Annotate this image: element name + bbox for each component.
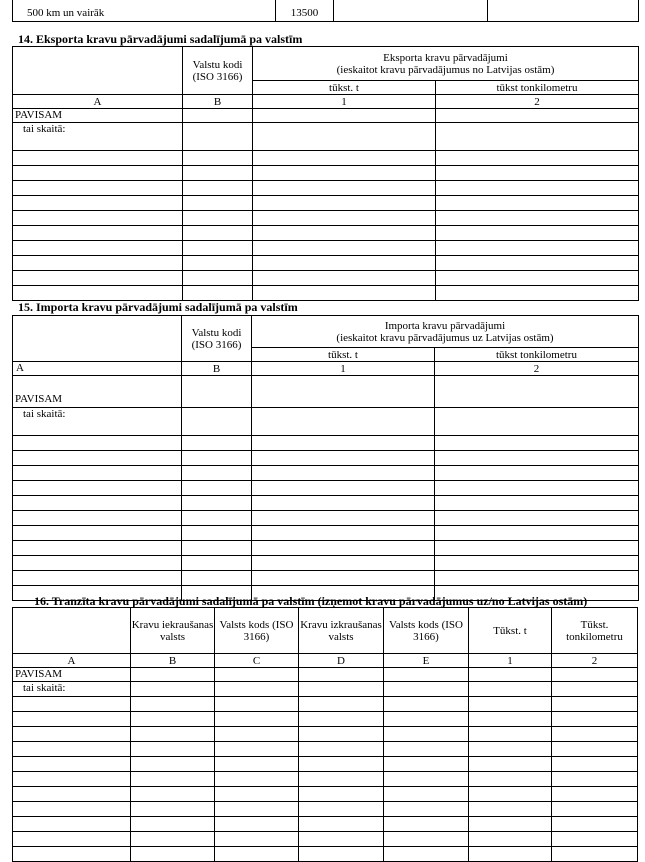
data-cell[interactable] — [253, 226, 436, 241]
data-cell[interactable] — [469, 787, 552, 802]
table-row — [13, 787, 638, 802]
table-row — [13, 226, 639, 241]
import-group-header — [252, 316, 639, 348]
data-cell[interactable] — [384, 668, 469, 682]
table-row — [13, 151, 639, 166]
data-cell[interactable] — [435, 571, 639, 586]
data-cell[interactable] — [384, 757, 469, 772]
data-cell[interactable] — [13, 451, 182, 466]
data-cell[interactable] — [183, 256, 253, 271]
data-cell[interactable] — [469, 802, 552, 817]
col-letter-2: 2 — [436, 95, 639, 109]
data-cell[interactable] — [13, 511, 182, 526]
data-cell[interactable] — [215, 682, 299, 697]
data-cell[interactable] — [131, 772, 215, 787]
export-group-header — [253, 47, 639, 81]
table-row — [13, 541, 639, 556]
data-cell[interactable] — [469, 727, 552, 742]
total-tkm-cell[interactable] — [436, 109, 639, 123]
data-cell[interactable] — [469, 668, 552, 682]
total-tkm-cell[interactable] — [435, 376, 639, 408]
data-cell[interactable] — [469, 757, 552, 772]
data-cell[interactable] — [13, 556, 182, 571]
top-continuation-table — [12, 0, 639, 22]
col-letter-d: D — [299, 654, 384, 668]
data-cell[interactable] — [435, 496, 639, 511]
table-row — [13, 526, 639, 541]
data-cell[interactable] — [252, 511, 435, 526]
table-row — [13, 757, 638, 772]
data-cell[interactable] — [552, 712, 638, 727]
data-cell[interactable] — [469, 817, 552, 832]
loading-country-header: Kravu iekraušanas valsts — [131, 608, 215, 654]
data-cell[interactable] — [253, 181, 436, 196]
data-cell[interactable] — [131, 832, 215, 847]
top-row-label: 500 km un vairāk — [13, 0, 276, 22]
col-letter-2: 2 — [435, 362, 639, 376]
data-cell[interactable] — [131, 847, 215, 862]
data-cell[interactable] — [252, 436, 435, 451]
col-letter-2: 2 — [552, 654, 638, 668]
table-row — [13, 832, 638, 847]
section-16-title: 16. Tranzīta kravu pārvadājumi sadalījumā pa valstīm (izņemot kravu pārvadājumus uz/no Latvijas ostām) — [34, 594, 588, 608]
col-letter-a: A — [13, 362, 182, 376]
loading-country-code-header: Valsts kods (ISO 3166) — [215, 608, 299, 654]
data-cell[interactable] — [436, 271, 639, 286]
data-cell[interactable] — [299, 712, 384, 727]
unloading-country-code-header: Valsts kods (ISO 3166) — [384, 608, 469, 654]
data-cell[interactable] — [182, 571, 252, 586]
data-cell[interactable] — [384, 817, 469, 832]
col-thousand-tkm: Tūkst. tonkilometru — [552, 608, 638, 654]
data-cell[interactable] — [469, 712, 552, 727]
unloading-country-header: Kravu izkraušanas valsts — [299, 608, 384, 654]
data-cell[interactable] — [13, 571, 182, 586]
data-cell[interactable] — [13, 226, 183, 241]
import-group-subtitle: (ieskaitot kravu pārvadājumus uz Latvijas ostām) — [336, 331, 554, 344]
data-cell[interactable] — [384, 742, 469, 757]
data-cell[interactable] — [253, 256, 436, 271]
data-cell[interactable] — [436, 226, 639, 241]
data-cell[interactable] — [13, 697, 131, 712]
data-cell[interactable] — [436, 256, 639, 271]
data-cell[interactable] — [252, 541, 435, 556]
total-row-label: PAVISAM — [13, 109, 183, 123]
table-row — [13, 742, 638, 757]
table-row — [13, 196, 639, 211]
data-cell[interactable] — [13, 166, 183, 181]
table-row — [13, 256, 639, 271]
total-tonnes-cell[interactable] — [252, 376, 435, 408]
data-cell[interactable] — [436, 211, 639, 226]
data-cell[interactable] — [131, 712, 215, 727]
data-cell[interactable] — [182, 481, 252, 496]
data-cell[interactable] — [131, 757, 215, 772]
data-cell[interactable] — [183, 151, 253, 166]
data-cell[interactable] — [299, 817, 384, 832]
table-row — [13, 271, 639, 286]
data-cell[interactable] — [436, 286, 639, 301]
data-cell[interactable] — [182, 556, 252, 571]
section-15-table — [12, 315, 639, 601]
col-letter-c: C — [215, 654, 299, 668]
data-cell[interactable] — [435, 511, 639, 526]
data-cell[interactable] — [182, 511, 252, 526]
total-tonnes-cell[interactable] — [253, 109, 436, 123]
data-cell[interactable] — [252, 571, 435, 586]
col-letter-a: A — [13, 654, 131, 668]
data-cell[interactable] — [384, 787, 469, 802]
data-cell[interactable] — [13, 787, 131, 802]
data-cell[interactable] — [552, 742, 638, 757]
col-thousand-tonnes: tūkst. t — [252, 348, 435, 362]
data-cell[interactable] — [215, 772, 299, 787]
col-letter-b: B — [183, 95, 253, 109]
data-cell[interactable] — [552, 787, 638, 802]
data-cell[interactable] — [182, 496, 252, 511]
col-thousand-tkm: tūkst tonkilometru — [436, 81, 639, 95]
data-cell[interactable] — [552, 772, 638, 787]
table-row — [13, 556, 639, 571]
data-cell[interactable] — [131, 668, 215, 682]
data-cell[interactable] — [13, 256, 183, 271]
data-cell[interactable] — [182, 541, 252, 556]
data-cell[interactable] — [384, 802, 469, 817]
data-cell[interactable] — [435, 466, 639, 481]
table-row — [13, 451, 639, 466]
data-cell[interactable] — [13, 712, 131, 727]
of-which-label: tai skaitā: — [13, 408, 182, 436]
data-cell[interactable] — [436, 241, 639, 256]
data-cell[interactable] — [215, 742, 299, 757]
data-cell[interactable] — [182, 408, 252, 436]
data-cell[interactable] — [299, 727, 384, 742]
data-cell[interactable] — [436, 151, 639, 166]
data-cell[interactable] — [183, 181, 253, 196]
data-cell[interactable] — [183, 271, 253, 286]
table-row — [13, 571, 639, 586]
table-row — [13, 496, 639, 511]
top-row-value: 13500 — [276, 0, 334, 22]
data-cell[interactable] — [131, 787, 215, 802]
data-cell[interactable] — [252, 481, 435, 496]
top-row-cell[interactable] — [334, 0, 488, 22]
table-row — [13, 802, 638, 817]
data-cell[interactable] — [13, 757, 131, 772]
data-cell[interactable] — [435, 481, 639, 496]
data-cell[interactable] — [13, 481, 182, 496]
data-cell[interactable] — [253, 196, 436, 211]
section-15-title: 15. Importa kravu pārvadājumi sadalījumā pa valstīm — [18, 300, 298, 314]
data-cell[interactable] — [469, 772, 552, 787]
data-cell[interactable] — [215, 727, 299, 742]
data-cell[interactable] — [183, 166, 253, 181]
data-cell[interactable] — [435, 451, 639, 466]
data-cell[interactable] — [253, 211, 436, 226]
data-cell[interactable] — [183, 286, 253, 301]
data-cell[interactable] — [182, 436, 252, 451]
section-14-title: 14. Eksporta kravu pārvadājumi sadalījumā pa valstīm — [18, 32, 303, 46]
total-code-cell[interactable] — [183, 109, 253, 123]
header-blank — [13, 47, 183, 95]
data-cell[interactable] — [253, 241, 436, 256]
col-letter-e: E — [384, 654, 469, 668]
col-letter-a: A — [13, 95, 183, 109]
data-cell[interactable] — [131, 817, 215, 832]
data-cell[interactable] — [436, 166, 639, 181]
data-cell[interactable] — [183, 123, 253, 151]
data-cell[interactable] — [435, 526, 639, 541]
data-cell[interactable] — [469, 832, 552, 847]
data-cell[interactable] — [131, 727, 215, 742]
data-cell[interactable] — [13, 196, 183, 211]
data-cell[interactable] — [13, 727, 131, 742]
header-blank — [13, 608, 131, 654]
data-cell[interactable] — [13, 436, 182, 451]
data-cell[interactable] — [299, 742, 384, 757]
data-cell[interactable] — [552, 757, 638, 772]
data-cell[interactable] — [253, 151, 436, 166]
data-cell[interactable] — [131, 742, 215, 757]
country-code-header: Valstu kodi (ISO 3166) — [183, 47, 253, 95]
data-cell[interactable] — [13, 541, 182, 556]
data-cell[interactable] — [131, 802, 215, 817]
data-cell[interactable] — [299, 682, 384, 697]
table-row — [13, 241, 639, 256]
data-cell[interactable] — [13, 181, 183, 196]
data-cell[interactable] — [252, 556, 435, 571]
total-row-label: PAVISAM — [13, 376, 182, 408]
data-cell[interactable] — [384, 832, 469, 847]
table-row — [13, 211, 639, 226]
data-cell[interactable] — [215, 802, 299, 817]
data-cell[interactable] — [436, 181, 639, 196]
data-cell[interactable] — [299, 757, 384, 772]
table-row — [13, 466, 639, 481]
data-cell[interactable] — [384, 727, 469, 742]
data-cell[interactable] — [13, 151, 183, 166]
data-cell[interactable] — [552, 697, 638, 712]
col-letter-1: 1 — [252, 362, 435, 376]
data-cell[interactable] — [13, 847, 131, 862]
col-letter-1: 1 — [469, 654, 552, 668]
table-row — [13, 817, 638, 832]
data-cell[interactable] — [215, 757, 299, 772]
header-blank — [13, 316, 182, 362]
col-letter-1: 1 — [253, 95, 436, 109]
country-code-header: Valstu kodi (ISO 3166) — [182, 316, 252, 362]
data-cell[interactable] — [215, 832, 299, 847]
section-16-table — [12, 607, 638, 862]
data-cell[interactable] — [384, 712, 469, 727]
data-cell[interactable] — [299, 772, 384, 787]
data-cell[interactable] — [299, 668, 384, 682]
table-row — [13, 481, 639, 496]
data-cell[interactable] — [131, 697, 215, 712]
data-cell[interactable] — [435, 556, 639, 571]
table-row — [13, 436, 639, 451]
data-cell[interactable] — [552, 727, 638, 742]
table-row — [13, 286, 639, 301]
data-cell[interactable] — [215, 697, 299, 712]
data-cell[interactable] — [13, 832, 131, 847]
data-cell[interactable] — [552, 847, 638, 862]
data-cell[interactable] — [469, 697, 552, 712]
data-cell[interactable] — [13, 271, 183, 286]
table-row — [13, 727, 638, 742]
data-cell[interactable] — [215, 787, 299, 802]
data-cell[interactable] — [552, 682, 638, 697]
data-cell[interactable] — [183, 241, 253, 256]
total-code-cell[interactable] — [182, 376, 252, 408]
col-thousand-tonnes: tūkst. t — [253, 81, 436, 95]
data-cell[interactable] — [252, 451, 435, 466]
data-cell[interactable] — [436, 196, 639, 211]
data-cell[interactable] — [252, 466, 435, 481]
data-cell[interactable] — [469, 742, 552, 757]
col-thousand-tkm: tūkst tonkilometru — [435, 348, 639, 362]
total-row-label: PAVISAM — [13, 668, 131, 682]
data-cell[interactable] — [182, 451, 252, 466]
data-cell[interactable] — [215, 712, 299, 727]
export-group-subtitle: (ieskaitot kravu pārvadājumus no Latvijas ostām) — [336, 63, 555, 76]
data-cell[interactable] — [13, 526, 182, 541]
of-which-label: tai skaitā: — [13, 123, 183, 151]
col-letter-b: B — [182, 362, 252, 376]
table-row — [13, 181, 639, 196]
export-group-title: Eksporta kravu pārvadājumi — [383, 51, 508, 64]
data-cell[interactable] — [435, 541, 639, 556]
data-cell[interactable] — [13, 802, 131, 817]
data-cell[interactable] — [215, 847, 299, 862]
data-cell[interactable] — [13, 241, 183, 256]
data-cell[interactable] — [13, 742, 131, 757]
table-row — [13, 847, 638, 862]
data-cell[interactable] — [469, 847, 552, 862]
table-row — [13, 511, 639, 526]
data-cell[interactable] — [435, 408, 639, 436]
data-cell[interactable] — [215, 668, 299, 682]
data-cell[interactable] — [384, 697, 469, 712]
data-cell[interactable] — [552, 832, 638, 847]
data-cell[interactable] — [435, 436, 639, 451]
data-cell[interactable] — [299, 832, 384, 847]
table-row — [13, 166, 639, 181]
col-letter-b: B — [131, 654, 215, 668]
data-cell[interactable] — [384, 682, 469, 697]
table-row — [13, 697, 638, 712]
data-cell[interactable] — [13, 211, 183, 226]
data-cell[interactable] — [13, 286, 183, 301]
data-cell[interactable] — [252, 408, 435, 436]
data-cell[interactable] — [253, 286, 436, 301]
table-row — [13, 712, 638, 727]
data-cell[interactable] — [13, 466, 182, 481]
data-cell[interactable] — [299, 697, 384, 712]
import-group-title: Importa kravu pārvadājumi — [384, 319, 506, 332]
data-cell[interactable] — [183, 226, 253, 241]
data-cell[interactable] — [384, 847, 469, 862]
data-cell[interactable] — [131, 682, 215, 697]
data-cell[interactable] — [182, 466, 252, 481]
of-which-label: tai skaitā: — [13, 682, 131, 697]
data-cell[interactable] — [13, 817, 131, 832]
data-cell[interactable] — [384, 772, 469, 787]
data-cell[interactable] — [182, 526, 252, 541]
data-cell[interactable] — [299, 802, 384, 817]
data-cell[interactable] — [469, 682, 552, 697]
data-cell[interactable] — [253, 166, 436, 181]
data-cell[interactable] — [299, 787, 384, 802]
data-cell[interactable] — [215, 817, 299, 832]
data-cell[interactable] — [252, 496, 435, 511]
section-14-table — [12, 46, 639, 301]
data-cell[interactable] — [299, 847, 384, 862]
data-cell[interactable] — [13, 772, 131, 787]
data-cell[interactable] — [183, 211, 253, 226]
data-cell[interactable] — [252, 526, 435, 541]
table-row — [13, 772, 638, 787]
data-cell[interactable] — [253, 271, 436, 286]
top-row-cell[interactable] — [488, 0, 639, 22]
data-cell[interactable] — [552, 802, 638, 817]
data-cell[interactable] — [183, 196, 253, 211]
data-cell[interactable] — [436, 123, 639, 151]
data-cell[interactable] — [13, 496, 182, 511]
data-cell[interactable] — [552, 668, 638, 682]
data-cell[interactable] — [552, 817, 638, 832]
col-thousand-tonnes: Tūkst. t — [469, 608, 552, 654]
data-cell[interactable] — [253, 123, 436, 151]
